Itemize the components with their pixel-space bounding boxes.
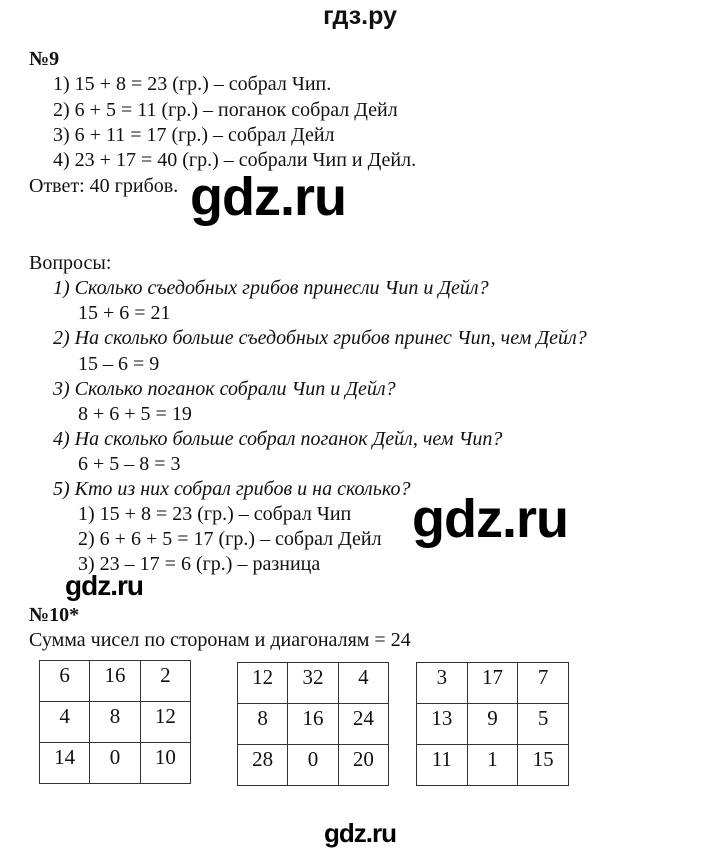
site-header: гдз.ру [323, 2, 397, 30]
watermark: gdz.ru [65, 570, 143, 601]
question-answer: 8 + 6 + 5 = 19 [78, 403, 192, 425]
grid-cell: 15 [518, 745, 569, 786]
questions-label: Вопросы: [29, 252, 112, 274]
question-text: 2) На сколько больше съедобных грибов принес Чип, чем Дейл? [53, 327, 587, 349]
grid-cell: 2 [140, 661, 190, 702]
grid-cell: 9 [467, 704, 518, 745]
grid-cell: 3 [417, 663, 468, 704]
question-answer: 15 – 6 = 9 [78, 353, 160, 375]
grid-cell: 17 [467, 663, 518, 704]
question-answer: 15 + 6 = 21 [78, 302, 171, 324]
grid-cell: 12 [238, 663, 288, 704]
solution-step: 4) 23 + 17 = 40 (гр.) – собрали Чип и Дейл. [53, 149, 417, 171]
grid-cell: 1 [467, 745, 518, 786]
grid-cell: 14 [40, 743, 90, 784]
solution-step: 1) 15 + 8 = 23 (гр.) – собрал Чип [78, 503, 352, 525]
solution-step: 3) 6 + 11 = 17 (гр.) – собрал Дейл [53, 124, 335, 146]
question-answer: 6 + 5 – 8 = 3 [78, 453, 181, 475]
grid-cell: 10 [140, 743, 190, 784]
watermark: gdz.ru [190, 167, 346, 227]
question-text: 1) Сколько съедобных грибов принесли Чип и Дейл? [53, 277, 489, 299]
grid-cell: 28 [238, 745, 288, 786]
footer-watermark: gdz.ru [324, 818, 396, 848]
question-text: 3) Сколько поганок собрали Чип и Дейл? [53, 378, 396, 400]
answer-line: Ответ: 40 грибов. [29, 175, 179, 197]
grid-cell: 11 [417, 745, 468, 786]
grid-cell: 5 [518, 704, 569, 745]
task-10-statement: Сумма чисел по сторонам и диагоналям = 24 [29, 629, 411, 651]
grid-cell: 16 [288, 704, 338, 745]
grid-cell: 0 [288, 745, 338, 786]
watermark: gdz.ru [412, 489, 568, 549]
question-text: 5) Кто из них собрал грибов и на сколько? [53, 478, 411, 500]
task-10-number: №10* [29, 604, 80, 626]
solution-step: 2) 6 + 5 = 11 (гр.) – поганок собрал Дейл [53, 99, 398, 121]
grid-cell: 20 [338, 745, 388, 786]
solution-step: 2) 6 + 6 + 5 = 17 (гр.) – собрал Дейл [78, 528, 382, 550]
grid-cell: 7 [518, 663, 569, 704]
grid-cell: 32 [288, 663, 338, 704]
magic-square-1 [39, 660, 191, 784]
question-text: 4) На сколько больше собрал поганок Дейл, чем Чип? [53, 428, 503, 450]
grid-cell: 0 [90, 743, 140, 784]
grid-cell: 12 [140, 702, 190, 743]
task-9-number: №9 [29, 48, 60, 70]
grid-cell: 16 [90, 661, 140, 702]
grid-cell: 8 [238, 704, 288, 745]
grid-cell: 4 [338, 663, 388, 704]
grid-cell: 8 [90, 702, 140, 743]
magic-square-2 [237, 662, 389, 786]
grid-cell: 6 [40, 661, 90, 702]
grid-cell: 4 [40, 702, 90, 743]
magic-square-3 [416, 662, 569, 786]
solution-step: 3) 23 – 17 = 6 (гр.) – разница [78, 553, 321, 575]
solution-step: 1) 15 + 8 = 23 (гр.) – собрал Чип. [53, 73, 332, 95]
grid-cell: 13 [417, 704, 468, 745]
grid-cell: 24 [338, 704, 388, 745]
